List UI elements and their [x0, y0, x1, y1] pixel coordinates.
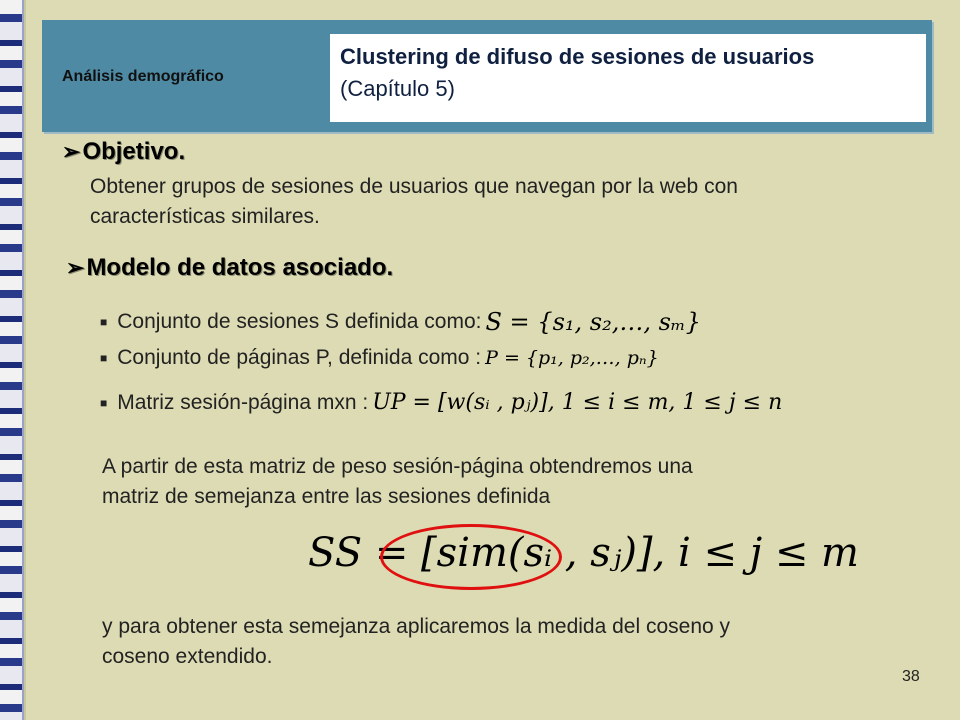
highlight-ellipse	[380, 524, 562, 590]
square-bullet-icon: ■	[100, 315, 108, 329]
closing-text-line2: coseno extendido.	[102, 645, 273, 668]
arrow-bullet-icon: ➢	[62, 139, 81, 164]
page-number: 38	[902, 668, 920, 685]
slide-header	[42, 20, 932, 132]
objective-text-line2: características similares.	[90, 205, 320, 228]
list-item	[100, 390, 782, 415]
decorative-left-strip	[0, 0, 24, 720]
bullet-label: Conjunto de sesiones S definida como:	[117, 310, 482, 333]
slide-title: Clustering de difuso de sesiones de usuarios	[340, 44, 815, 69]
title-box	[330, 34, 926, 122]
similarity-text-line1: A partir de esta matriz de peso sesión-página obtendremos una	[102, 455, 693, 478]
list-item	[100, 308, 701, 336]
pages-formula: P = {p₁, p₂,…, pₙ}	[485, 347, 659, 369]
bullet-label: Matriz sesión-página mxn :	[117, 390, 369, 414]
chapter-label: (Capítulo 5)	[340, 76, 455, 101]
model-heading	[66, 254, 393, 282]
model-heading-text: Modelo de datos asociado.	[86, 254, 394, 281]
matrix-formula: UP = [w(sᵢ , pⱼ)], 1 ≤ i ≤ m, 1 ≤ j ≤ n	[372, 390, 783, 415]
square-bullet-icon: ■	[100, 395, 108, 410]
similarity-formula: SS = [sim(sᵢ , sⱼ)], i ≤ j ≤ m	[308, 530, 859, 576]
arrow-bullet-icon: ➢	[66, 255, 85, 280]
bullet-label: Conjunto de páginas P, definida como :	[117, 346, 482, 369]
decorative-divider	[24, 0, 26, 720]
square-bullet-icon: ■	[100, 351, 108, 365]
list-item	[100, 346, 659, 370]
section-label: Análisis demográfico	[62, 68, 224, 85]
sessions-formula: S = {s₁, s₂,…, sₘ}	[485, 308, 701, 336]
objective-text-line1: Obtener grupos de sesiones de usuarios que navegan por la web con	[90, 175, 738, 198]
objective-heading-text: Objetivo.	[82, 138, 186, 165]
objective-heading	[62, 138, 185, 166]
closing-text-line1: y para obtener esta semejanza aplicaremos la medida del coseno y	[102, 615, 731, 638]
similarity-text-line2: matriz de semejanza entre las sesiones definida	[102, 485, 551, 508]
